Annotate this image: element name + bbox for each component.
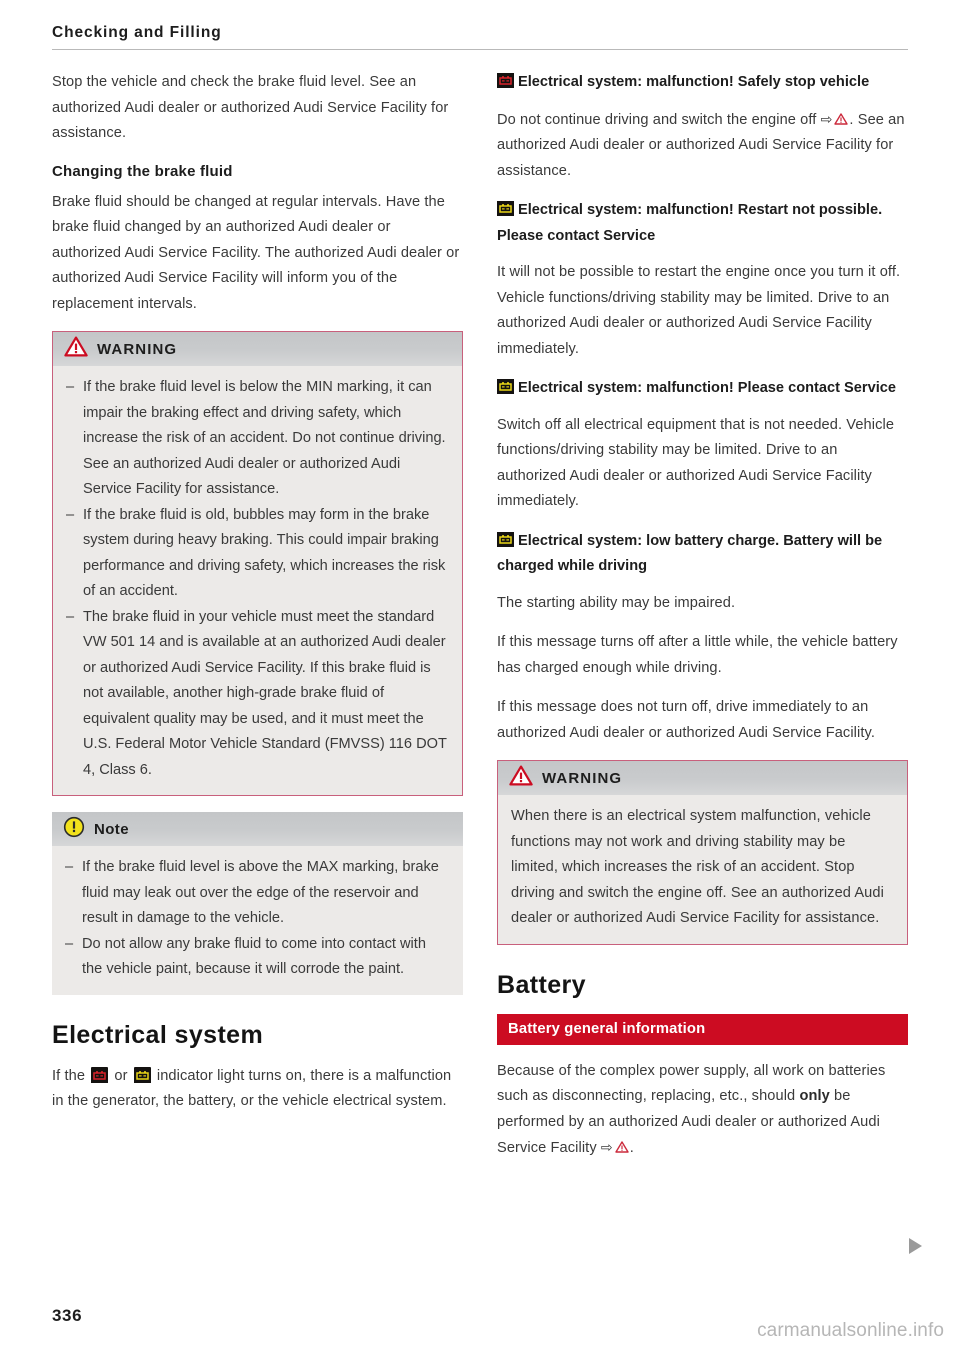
note-box-body <box>52 846 463 995</box>
page-columns <box>52 70 908 1176</box>
play-triangle-icon <box>909 1238 922 1254</box>
message-body: Switch off all electrical equipment that is not needed. Vehicle functions/driving stability may be limited. Drive to an authorized Audi dealer or authorized Audi Service Facility immediately. <box>497 416 895 509</box>
running-head <box>52 24 908 50</box>
message-heading-text: Electrical system: malfunction! Restart not possible. Please contact Service <box>497 202 883 244</box>
electrical-intro-post: indicator light turns on, there is a malfunction in the generator, the battery, or the vehicle electrical system. <box>52 1067 452 1109</box>
mini-warning-triangle-icon <box>834 109 848 121</box>
battery-paragraph-end: . <box>629 1140 634 1156</box>
message-heading <box>497 529 908 580</box>
warning-box-label: WARNING <box>542 769 623 787</box>
warning-box-header <box>498 761 907 795</box>
battery-paragraph-pre: Because of the complex power supply, all work on batteries such as disconnecting, replacing, etc., should <box>497 1062 886 1104</box>
warning-item-list <box>66 375 449 783</box>
running-head-rule <box>52 49 908 50</box>
battery-paragraph-bold: only <box>799 1088 830 1104</box>
warning-box-body <box>53 366 462 795</box>
message-heading-text: Electrical system: malfunction! Please contact Service <box>518 380 896 396</box>
running-head-title: Checking and Filling <box>52 24 222 41</box>
list-item: – The brake fluid in your vehicle must meet the standard VW 501 14 and is available at an authorized Audi dealer or authorized Audi Service Facility. If this brake fluid is not available, another high-grade brake fluid of equivalent quality may be used, and it must meet the U.S. Federal Motor Vehicle Standard (FMVSS) 116 DOT 4, Class 6. <box>66 605 449 784</box>
battery-warning-yellow-icon <box>497 201 514 216</box>
message-heading-text: Electrical system: malfunction! Safely stop vehicle <box>518 74 870 90</box>
message-body: It will not be possible to restart the engine once you turn it off. Vehicle functions/driving stability may be limited. Drive to an authorized Audi dealer or authorized Audi Service Facility immediately. <box>497 264 901 357</box>
message-body: The starting ability may be impaired. <box>497 594 736 611</box>
warning-box-electrical <box>497 760 908 945</box>
message-body <box>497 107 908 185</box>
left-column <box>52 70 463 1176</box>
watermark: carmanualsonline.info <box>757 1320 944 1341</box>
battery-warning-yellow-icon <box>134 1067 151 1082</box>
note-box-header <box>52 812 463 846</box>
cross-reference-arrow-icon[interactable]: ⇨ <box>820 110 833 127</box>
warning-box-text: When there is an electrical system malfunction, vehicle functions may not work and driving stability may be limited, which increases the risk of an accident. Stop driving and switch the engine off. See an authorized Audi dealer or authorized Audi Service Facility for assistance. <box>511 808 884 926</box>
paragraph-battery-charged: If this message turns off after a little while, the vehicle battery has charged enough while driving. <box>497 634 898 676</box>
warning-box-body <box>498 795 907 944</box>
warning-triangle-icon <box>64 336 88 362</box>
message-heading-text: Electrical system: low battery charge. Battery will be charged while driving <box>497 532 883 574</box>
list-item: – If the brake fluid is old, bubbles may form in the brake system during heavy braking. This could impair braking performance and driving safety, which increases the risk of an accident. <box>66 503 449 605</box>
message-heading <box>497 198 908 249</box>
changing-brake-fluid-paragraph: Brake fluid should be changed at regular intervals. Have the brake fluid changed by an authorized Audi dealer or authorized Audi Service Facility. The authorized Audi dealer or authorized Audi Service Facility will inform you of the replacement intervals. <box>52 193 460 312</box>
list-item: – If the brake fluid level is above the MAX marking, brake fluid may leak out over the edge of the reservoir and result in damage to the vehicle. <box>65 855 450 932</box>
right-column <box>497 70 908 1176</box>
electrical-intro-mid: or <box>110 1067 132 1084</box>
battery-warning-red-icon <box>91 1067 108 1082</box>
electrical-intro-pre: If the <box>52 1067 90 1084</box>
battery-paragraph-post: be performed by an authorized Audi dealer or authorized Audi Service Facility <box>497 1088 880 1156</box>
note-item-list <box>65 855 450 983</box>
note-exclamation-icon <box>63 816 85 843</box>
battery-warning-yellow-icon <box>497 532 514 547</box>
warning-box-header <box>53 332 462 366</box>
paragraph-message-not-off: If this message does not turn off, drive immediately to an authorized Audi dealer or authorized Audi Service Facility. <box>497 699 875 741</box>
warning-triangle-icon <box>509 765 533 791</box>
page-number: 336 <box>52 1306 83 1325</box>
list-item: – If the brake fluid level is below the MIN marking, it can impair the braking effect and driving safety, which increase the risk of an accident. Do not continue driving. See an authorized Audi dealer or authorized Audi Service Facility for assistance. <box>66 375 449 503</box>
battery-warning-yellow-icon <box>497 379 514 394</box>
list-item: – Do not allow any brake fluid to come into contact with the vehicle paint, because it will corrode the paint. <box>65 932 450 983</box>
message-body-pre: Do not continue driving and switch the engine off <box>497 111 821 128</box>
message-heading <box>497 70 908 96</box>
message-heading <box>497 376 908 402</box>
warning-box-label: WARNING <box>97 340 178 358</box>
battery-warning-red-icon <box>497 73 514 88</box>
cross-reference-arrow-icon[interactable]: ⇨ <box>600 1139 613 1155</box>
note-box-label: Note <box>94 820 129 838</box>
section-heading-electrical-system: Electrical system <box>52 1020 264 1049</box>
subsection-bar-battery-general-information: Battery general information <box>497 1014 908 1045</box>
section-heading-battery: Battery <box>497 970 586 999</box>
electrical-system-intro <box>52 1064 463 1115</box>
message-body-post: . See an authorized Audi dealer or authorized Audi Service Facility for assistance. <box>497 111 905 179</box>
note-box-brake-fluid <box>52 812 463 995</box>
intro-paragraph: Stop the vehicle and check the brake fluid level. See an authorized Audi dealer or authorized Audi Service Facility for assistance. <box>52 74 449 141</box>
battery-general-paragraph <box>497 1059 908 1162</box>
mini-warning-triangle-icon <box>615 1137 629 1149</box>
subheading-changing-brake-fluid: Changing the brake fluid <box>52 162 233 180</box>
warning-box-brake-fluid <box>52 331 463 796</box>
